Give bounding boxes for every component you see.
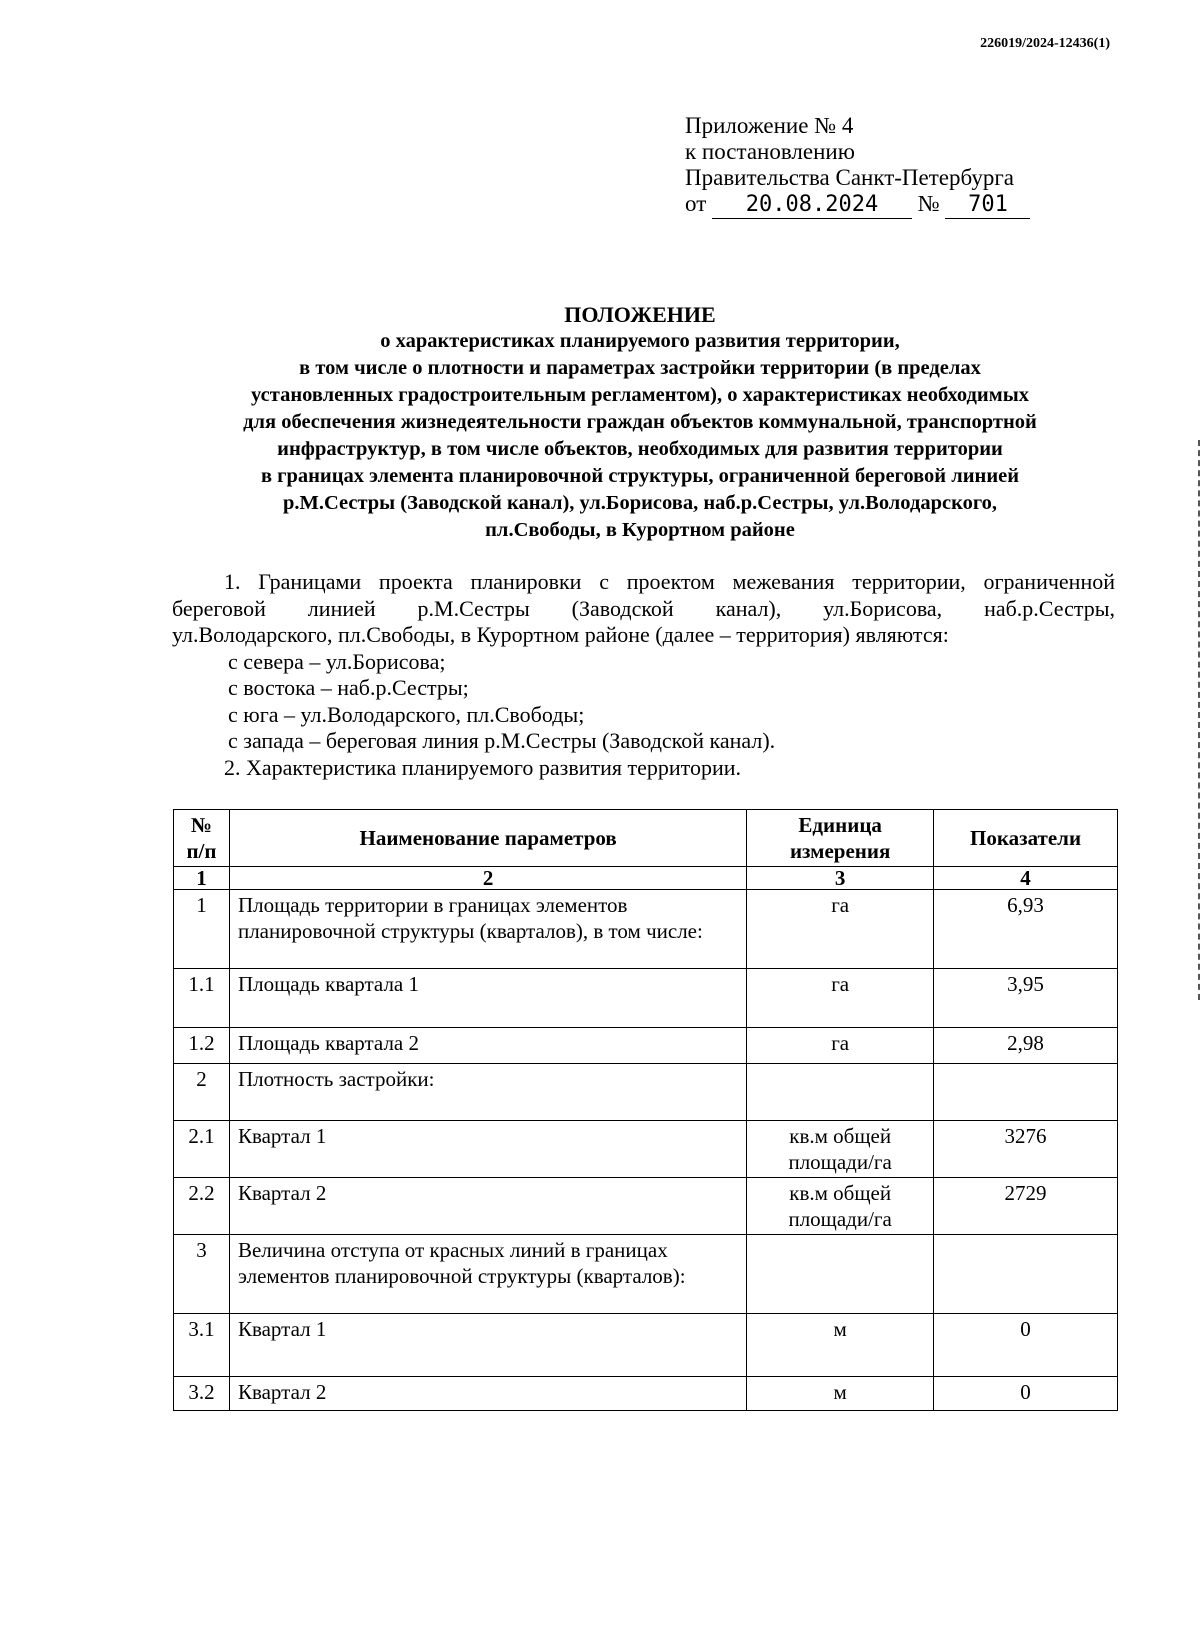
boundary-south: с юга – ул.Володарского, пл.Свободы; bbox=[228, 701, 585, 727]
table-row bbox=[174, 1178, 1118, 1235]
boundary-north: с севера – ул.Борисова; bbox=[228, 648, 446, 674]
header-unit: Единица измерения bbox=[747, 810, 934, 867]
row-unit: м bbox=[747, 1377, 934, 1411]
row-num: 2.1 bbox=[174, 1121, 230, 1178]
row-value: 2729 bbox=[934, 1178, 1118, 1235]
row-value: 3276 bbox=[934, 1121, 1118, 1178]
row-num: 2 bbox=[174, 1064, 230, 1121]
row-name: Площадь квартала 2 bbox=[229, 1028, 746, 1064]
row-name: Площадь квартала 1 bbox=[229, 969, 746, 1028]
title-line: пл.Свободы, в Курортном районе bbox=[485, 519, 795, 541]
header-name: Наименование параметров bbox=[229, 810, 746, 867]
index-cell: 4 bbox=[934, 867, 1118, 890]
appendix-resolution-line: к постановлению bbox=[685, 139, 855, 164]
boundary-west: с запада – береговая линия р.М.Сестры (Заводской канал). bbox=[228, 728, 776, 753]
row-unit bbox=[747, 1064, 934, 1121]
row-name: Плотность застройки: bbox=[229, 1064, 746, 1121]
row-num: 2.2 bbox=[174, 1178, 230, 1235]
row-value: 6,93 bbox=[934, 890, 1118, 969]
row-value bbox=[934, 1064, 1118, 1121]
row-num: 1.1 bbox=[174, 969, 230, 1028]
resolution-date: 20.08.2024 bbox=[712, 192, 912, 219]
table-row bbox=[174, 969, 1118, 1028]
row-value: 0 bbox=[934, 1377, 1118, 1411]
resolution-number: 701 bbox=[945, 192, 1030, 219]
row-name: Квартал 2 bbox=[229, 1178, 746, 1235]
header-num: № п/п bbox=[174, 810, 230, 867]
title-line: установленных градостроительным регламентом), о характеристиках необходимых bbox=[251, 384, 1029, 406]
row-unit: га bbox=[747, 890, 934, 969]
row-name: Квартал 1 bbox=[229, 1314, 746, 1377]
document-registration-number: 226019/2024-12436(1) bbox=[980, 36, 1110, 51]
table-index-row bbox=[174, 867, 1118, 890]
row-num: 1 bbox=[174, 890, 230, 969]
row-unit: кв.м общей площади/га bbox=[747, 1121, 934, 1178]
row-num: 3.1 bbox=[174, 1314, 230, 1377]
row-num: 1.2 bbox=[174, 1028, 230, 1064]
row-name: Площадь территории в границах элементов планировочной структуры (кварталов), в том числе: bbox=[229, 890, 746, 969]
row-name: Квартал 2 bbox=[229, 1377, 746, 1411]
index-cell: 3 bbox=[747, 867, 934, 890]
row-num: 3.2 bbox=[174, 1377, 230, 1411]
boundary-east: с востока – наб.р.Сестры; bbox=[228, 675, 469, 700]
appendix-government-line: Правительства Санкт-Петербурга bbox=[685, 165, 1014, 190]
title-main: ПОЛОЖЕНИЕ bbox=[564, 302, 716, 327]
title-line: инфраструктур, в том числе объектов, необходимых для развития территории bbox=[277, 438, 1003, 460]
title-line: для обеспечения жизнедеятельности граждан объектов коммунальной, транспортной bbox=[243, 411, 1037, 433]
table-row bbox=[174, 1121, 1118, 1178]
row-name: Квартал 1 bbox=[229, 1121, 746, 1178]
table-row bbox=[174, 1028, 1118, 1064]
row-value: 0 bbox=[934, 1314, 1118, 1377]
index-cell: 2 bbox=[229, 867, 746, 890]
table-row bbox=[174, 1064, 1118, 1121]
parameters-table bbox=[173, 809, 1118, 1411]
appendix-title: Приложение № 4 bbox=[685, 113, 854, 138]
row-unit: м bbox=[747, 1314, 934, 1377]
title-line: в границах элемента планировочной структуры, ограниченной береговой линией bbox=[260, 465, 1020, 487]
row-unit: га bbox=[747, 969, 934, 1028]
row-unit bbox=[747, 1235, 934, 1314]
row-value bbox=[934, 1235, 1118, 1314]
appendix-date-line bbox=[685, 191, 1030, 219]
date-prefix: от bbox=[685, 191, 707, 216]
table-row bbox=[174, 1377, 1118, 1411]
appendix-block bbox=[685, 113, 1030, 219]
paragraph-1-line: ул.Володарского, пл.Свободы, в Курортном районе (далее – территория) являются: bbox=[172, 622, 949, 647]
document-body bbox=[172, 569, 1115, 781]
table-row bbox=[174, 1235, 1118, 1314]
row-name: Величина отступа от красных линий в границах элементов планировочной структуры (кварталов): bbox=[229, 1235, 746, 1314]
paragraph-1-line: 1. Границами проекта планировки с проектом межевания территории, ограниченной bbox=[224, 569, 1115, 594]
title-line: о характеристиках планируемого развития территории, bbox=[380, 330, 900, 352]
title-line: р.М.Сестры (Заводской канал), ул.Борисова, наб.р.Сестры, ул.Володарского, bbox=[282, 492, 998, 514]
header-value: Показатели bbox=[934, 810, 1118, 867]
table-header-row bbox=[174, 810, 1118, 867]
row-value: 2,98 bbox=[934, 1028, 1118, 1064]
row-value: 3,95 bbox=[934, 969, 1118, 1028]
row-num: 3 bbox=[174, 1235, 230, 1314]
scan-edge-artifact bbox=[1195, 440, 1200, 1000]
number-prefix: № bbox=[917, 191, 940, 216]
table-row bbox=[174, 1314, 1118, 1377]
paragraph-1-line: береговой линией р.М.Сестры (Заводской канал), ул.Борисова, наб.р.Сестры, bbox=[172, 595, 1115, 621]
index-cell: 1 bbox=[174, 867, 230, 890]
title-line: в том числе о плотности и параметрах застройки территории (в пределах bbox=[299, 357, 981, 379]
row-unit: га bbox=[747, 1028, 934, 1064]
document-title bbox=[160, 301, 1120, 544]
table-row bbox=[174, 890, 1118, 969]
paragraph-2: 2. Характеристика планируемого развития территории. bbox=[224, 754, 742, 780]
row-unit: кв.м общей площади/га bbox=[747, 1178, 934, 1235]
